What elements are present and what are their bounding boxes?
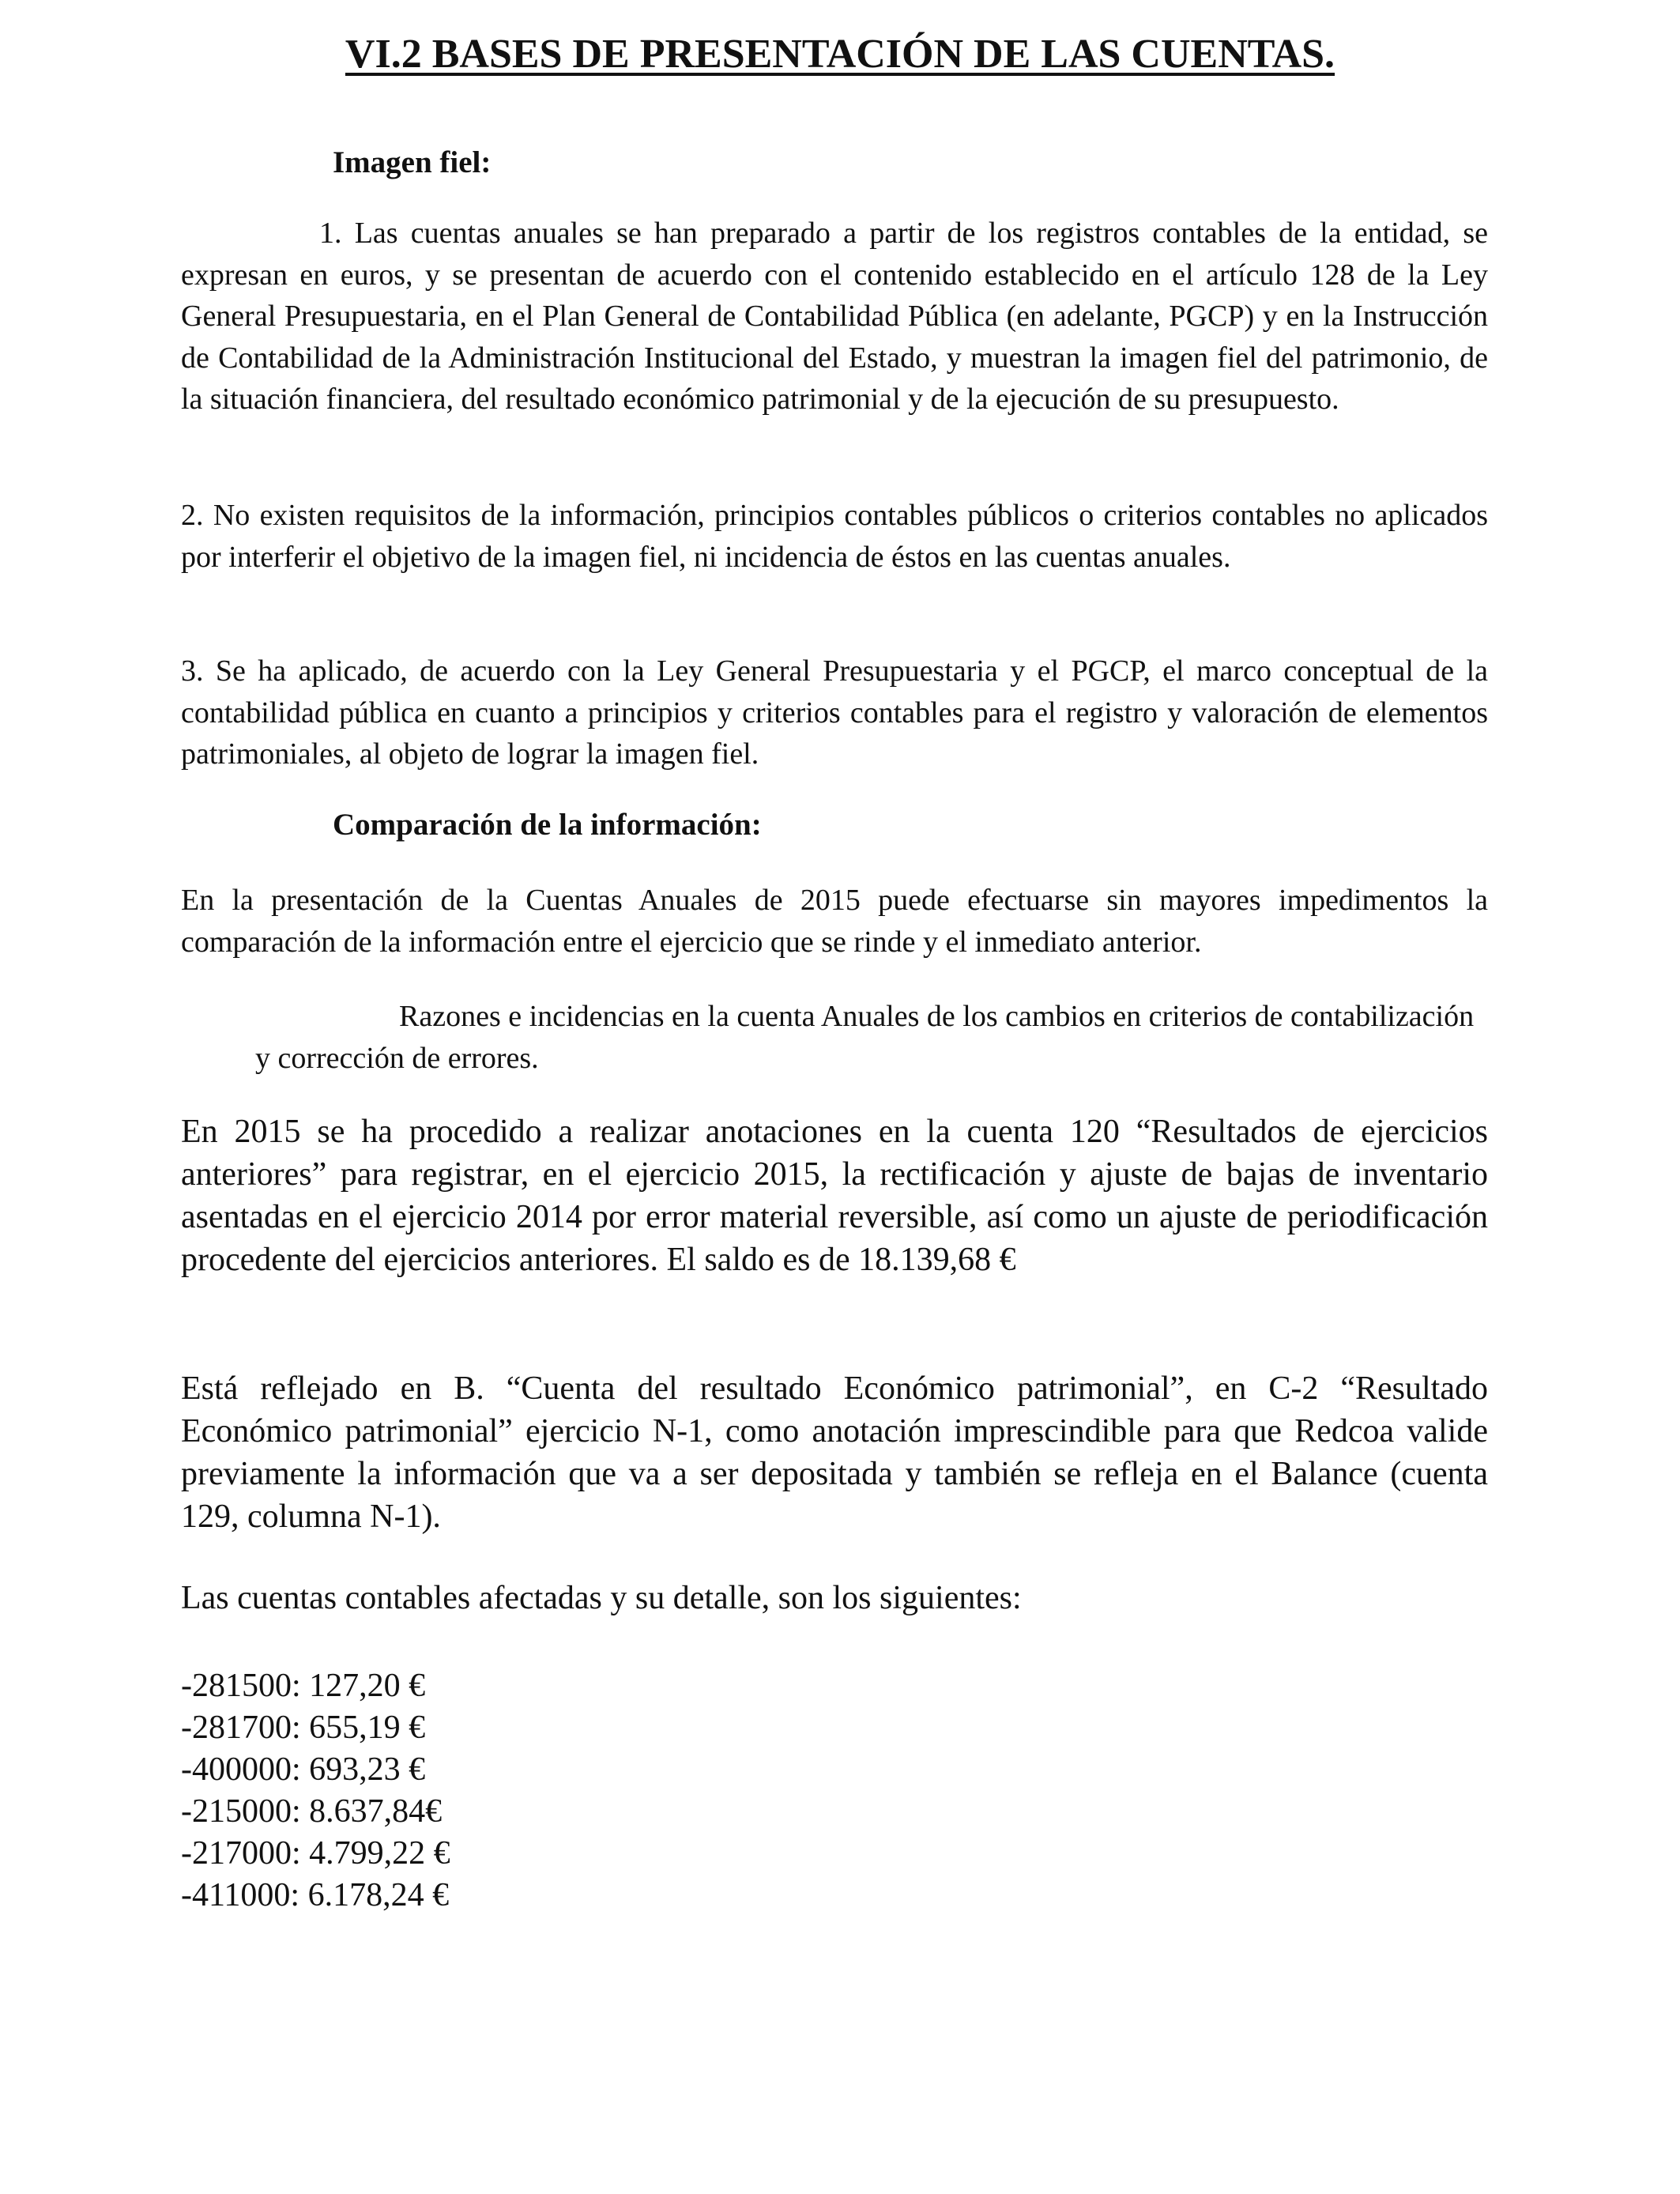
paragraph-razones-2: Está reflejado en B. “Cuenta del resultado Económico patrimonial”, en C-2 “Resultado Económico patrimonial” ejercicio N-1, como anotación imprescindible para que Redcoa valide previamente la información que va a ser depositada y también se refleja en el Balance (cuenta 129, columna N-1). (181, 1370, 1488, 1535)
list-item: -217000: 4.799,22 € (181, 1835, 450, 1872)
paragraph-imagen-fiel-2: 2. No existen requisitos de la información, principios contables públicos o criterios contables no aplicados por interferir el objetivo de la imagen fiel, ni incidencia de éstos en las cuentas anuales. (181, 499, 1488, 574)
paragraph-razones-1: En 2015 se ha procedido a realizar anotaciones en la cuenta 120 “Resultados de ejercicios anteriores” para registrar, en el ejercicio 2015, la rectificación y ajuste de bajas de inventario asentadas en el ejercicio 2014 por error material reversible, así como un ajuste de periodificación procedente del ejercicios anteriores. El saldo es de 18.139,68 € (181, 1114, 1488, 1278)
list-item: -400000: 693,23 € (181, 1751, 426, 1788)
section-heading-comparacion: Comparación de la información: (333, 808, 762, 842)
list-item: -281500: 127,20 € (181, 1668, 426, 1704)
document-title: VI.2 BASES DE PRESENTACIÓN DE LAS CUENTAS. (345, 32, 1335, 77)
list-item: -281700: 655,19 € (181, 1710, 426, 1746)
list-item: -215000: 8.637,84€ (181, 1793, 443, 1830)
paragraph-imagen-fiel-3: 3. Se ha aplicado, de acuerdo con la Ley General Presupuestaria y el PGCP, el marco conceptual de la contabilidad pública en cuanto a principios y criterios contables para el registro y valoración de elementos patrimoniales, al objeto de lograr la imagen fiel. (181, 654, 1488, 771)
list-item: -411000: 6.178,24 € (181, 1877, 450, 1913)
paragraph-comparacion: En la presentación de la Cuentas Anuales de 2015 puede efectuarse sin mayores impedimentos la comparación de la información entre el ejercicio que se rinde y el inmediato anterior. (181, 884, 1488, 959)
section-heading-imagen-fiel: Imagen fiel: (333, 145, 492, 179)
section-heading-razones: Razones e incidencias en la cuenta Anuales de los cambios en criterios de contabilización y corrección de errores. (255, 1000, 1475, 1075)
paragraph-accounts-intro: Las cuentas contables afectadas y su detalle, son los siguientes: (181, 1580, 1022, 1616)
paragraph-imagen-fiel-1: 1. Las cuentas anuales se han preparado a partir de los registros contables de la entidad, se expresan en euros, y se presentan de acuerdo con el contenido establecido en el artículo 128 de la Ley General Presupuestaria, en el Plan General de Contabilidad Pública (en adelante, PGCP) y en la Instrucción de Contabilidad de la Administración Institucional del Estado, y muestran la imagen fiel del patrimonio, de la situación financiera, del resultado económico patrimonial y de la ejecución de su presupuesto. (181, 217, 1488, 416)
accounts-list (181, 1665, 450, 1917)
